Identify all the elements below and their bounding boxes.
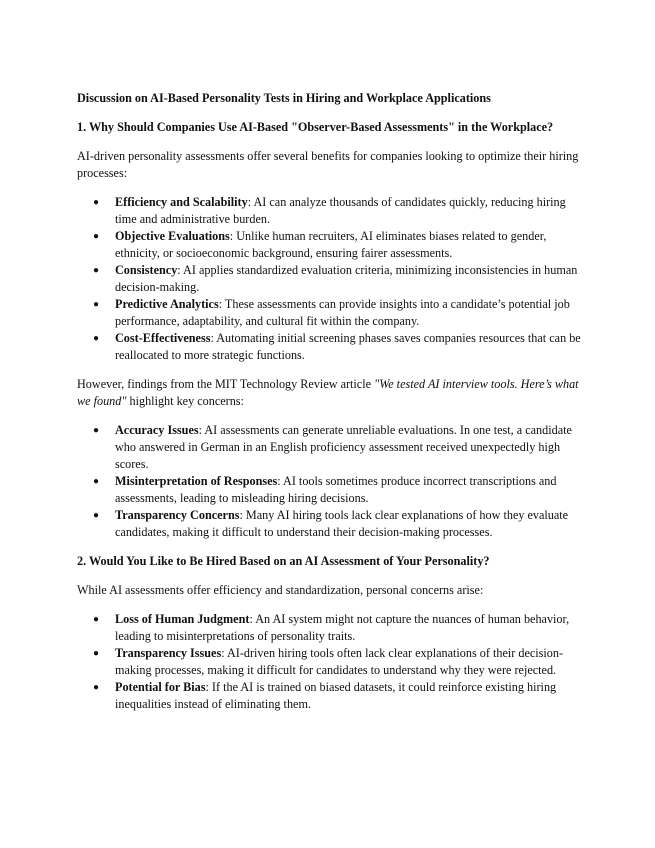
list-item xyxy=(93,473,587,507)
bullet-icon: ● xyxy=(93,333,100,344)
list-item-text: : AI can analyze thousands of candidates quickly, reducing hiring time and administrative burden. xyxy=(115,195,566,226)
list-item-term: Cost-Effectiveness xyxy=(115,331,211,345)
list-item-text: : These assessments can provide insights into a candidate’s potential job performance, adaptability, and cultural fit within the company. xyxy=(115,297,570,328)
list-item-text: : AI-driven hiring tools often lack clear explanations of their decision-making processes, making it difficult for candidates to understand why they were rejected. xyxy=(115,646,564,677)
list-item xyxy=(93,679,587,713)
list-item-text: : If the AI is trained on biased datasets, it could reinforce existing hiring inequalities instead of eliminating them. xyxy=(115,680,557,711)
list-item xyxy=(93,262,587,296)
bullet-icon: ● xyxy=(93,614,100,625)
personal-concerns-list xyxy=(77,611,587,713)
however-suffix: highlight key concerns: xyxy=(126,394,244,408)
list-item xyxy=(93,330,587,364)
list-item xyxy=(93,611,587,645)
bullet-icon: ● xyxy=(93,231,100,242)
section-2-heading: 2. Would You Like to Be Hired Based on an AI Assessment of Your Personality? xyxy=(77,554,490,568)
concerns-list xyxy=(77,422,587,541)
list-item-term: Loss of Human Judgment xyxy=(115,612,250,626)
document-title: Discussion on AI-Based Personality Tests in Hiring and Workplace Applications xyxy=(77,91,491,105)
bullet-icon: ● xyxy=(93,299,100,310)
section-1-intro: AI-driven personality assessments offer several benefits for companies looking to optimize their hiring processes: xyxy=(77,149,579,180)
section-1-heading: 1. Why Should Companies Use AI-Based "Observer-Based Assessments" in the Workplace? xyxy=(77,120,554,134)
list-item xyxy=(93,507,587,541)
bullet-icon: ● xyxy=(93,197,100,208)
bullet-icon: ● xyxy=(93,265,100,276)
list-item xyxy=(93,645,587,679)
list-item-term: Transparency Issues xyxy=(115,646,222,660)
however-prefix: However, findings from the MIT Technology Review article xyxy=(77,377,375,391)
list-item-text: : Many AI hiring tools lack clear explanations of how they evaluate candidates, making it difficult to understand their decision-making processes. xyxy=(115,508,569,539)
list-item-term: Potential for Bias xyxy=(115,680,206,694)
list-item-term: Objective Evaluations xyxy=(115,229,230,243)
bullet-icon: ● xyxy=(93,510,100,521)
bullet-icon: ● xyxy=(93,476,100,487)
bullet-icon: ● xyxy=(93,648,100,659)
list-item-term: Efficiency and Scalability xyxy=(115,195,248,209)
list-item xyxy=(93,296,587,330)
list-item-text: : AI applies standardized evaluation criteria, minimizing inconsistencies in human decision-making. xyxy=(115,263,578,294)
document-page xyxy=(77,90,587,725)
article-title: "We tested AI interview tools. Here’s what we found" xyxy=(77,377,579,408)
list-item-text: : An AI system might not capture the nuances of human behavior, leading to misinterpretations of personality traits. xyxy=(115,612,570,643)
list-item-term: Consistency xyxy=(115,263,178,277)
list-item xyxy=(93,194,587,228)
benefits-list xyxy=(77,194,587,364)
bullet-icon: ● xyxy=(93,682,100,693)
list-item-text: : AI tools sometimes produce incorrect transcriptions and assessments, leading to misleading hiring decisions. xyxy=(115,474,557,505)
list-item xyxy=(93,228,587,262)
section-2-intro: While AI assessments offer efficiency and standardization, personal concerns arise: xyxy=(77,583,484,597)
list-item-text: : Unlike human recruiters, AI eliminates biases related to gender, ethnicity, or socioeconomic background, ensuring fairer assessments. xyxy=(115,229,547,260)
list-item-term: Misinterpretation of Responses xyxy=(115,474,278,488)
list-item-text: : AI assessments can generate unreliable evaluations. In one test, a candidate who answered in German in an English proficiency assessment received unexpectedly high scores. xyxy=(115,423,572,471)
list-item-term: Predictive Analytics xyxy=(115,297,219,311)
list-item xyxy=(93,422,587,473)
list-item-term: Accuracy Issues xyxy=(115,423,199,437)
however-paragraph xyxy=(77,376,587,410)
list-item-term: Transparency Concerns xyxy=(115,508,240,522)
bullet-icon: ● xyxy=(93,425,100,436)
list-item-text: : Automating initial screening phases saves companies resources that can be reallocated to more strategic functions. xyxy=(115,331,581,362)
